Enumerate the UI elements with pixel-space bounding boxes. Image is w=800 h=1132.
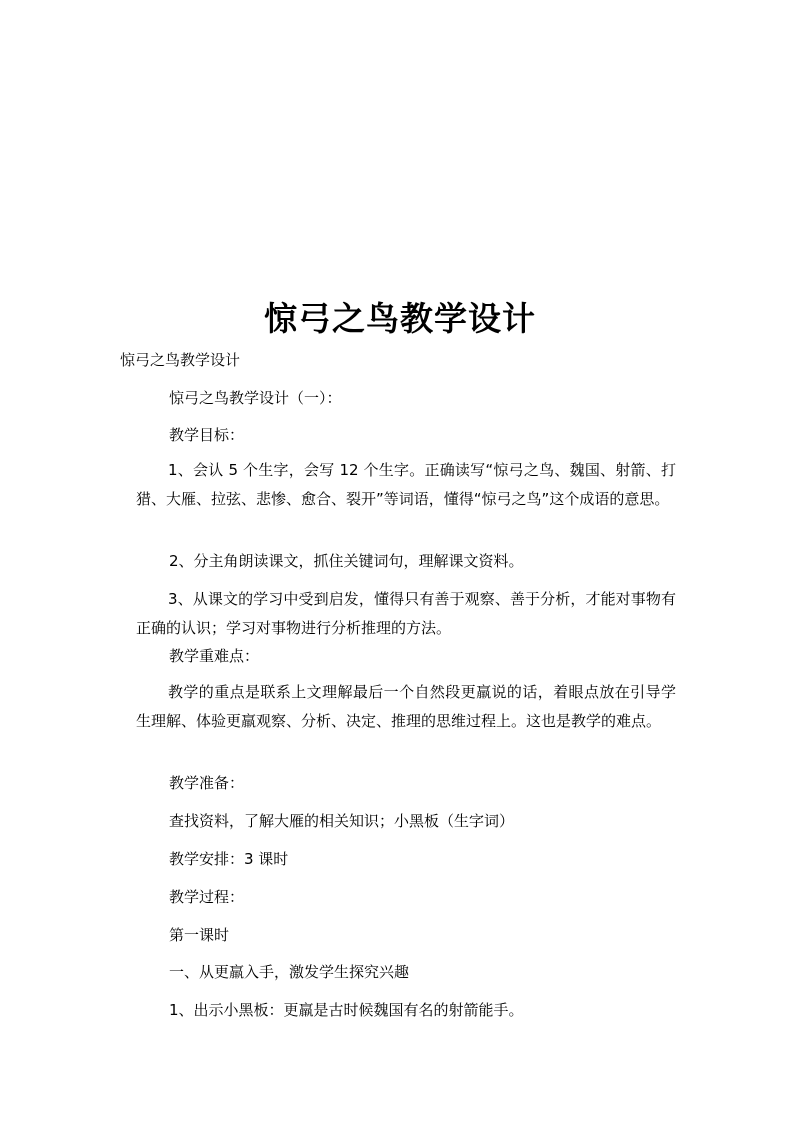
- objective-3: 3、从课文的学习中受到启发，懂得只有善于观察、善于分析，才能对事物有正确的认识；学习对事物进行分析推理的方法。: [136, 590, 676, 637]
- section-heading: 惊弓之鸟教学设计（一）：: [169, 389, 342, 407]
- document-subtitle: 惊弓之鸟教学设计: [120, 351, 241, 369]
- process-label: 教学过程：: [169, 888, 245, 906]
- schedule-text: 教学安排：3 课时: [169, 850, 289, 868]
- preparation-text: 查找资料，了解大雁的相关知识；小黑板（生字词）: [169, 812, 515, 830]
- objective-1: 1、会认 5 个生字，会写 12 个生字。正确读写“惊弓之鸟、魏国、射箭、打猎、大雁、拉弦、悲惨、愈合、裂开”等词语，懂得“惊弓之鸟”这个成语的意思。: [136, 461, 676, 508]
- key-points-text: 教学的重点是联系上文理解最后一个自然段更羸说的话，着眼点放在引导学生理解、体验更羸观察、分析、决定、推理的思维过程上。这也是教学的难点。: [136, 683, 676, 730]
- step-1-heading: 一、从更羸入手，激发学生探究兴趣: [169, 963, 410, 981]
- objective-2: 2、分主角朗读课文，抓住关键词句，理解课文资料。: [169, 552, 524, 570]
- lesson-1-heading: 第一课时: [169, 926, 230, 944]
- objectives-label: 教学目标：: [169, 426, 245, 444]
- document-title: 惊弓之鸟教学设计: [264, 299, 536, 338]
- preparation-label: 教学准备：: [169, 774, 245, 792]
- key-points-label: 教学重难点：: [169, 647, 260, 665]
- step-1-1: 1、出示小黑板：更羸是古时候魏国有名的射箭能手。: [169, 1001, 524, 1019]
